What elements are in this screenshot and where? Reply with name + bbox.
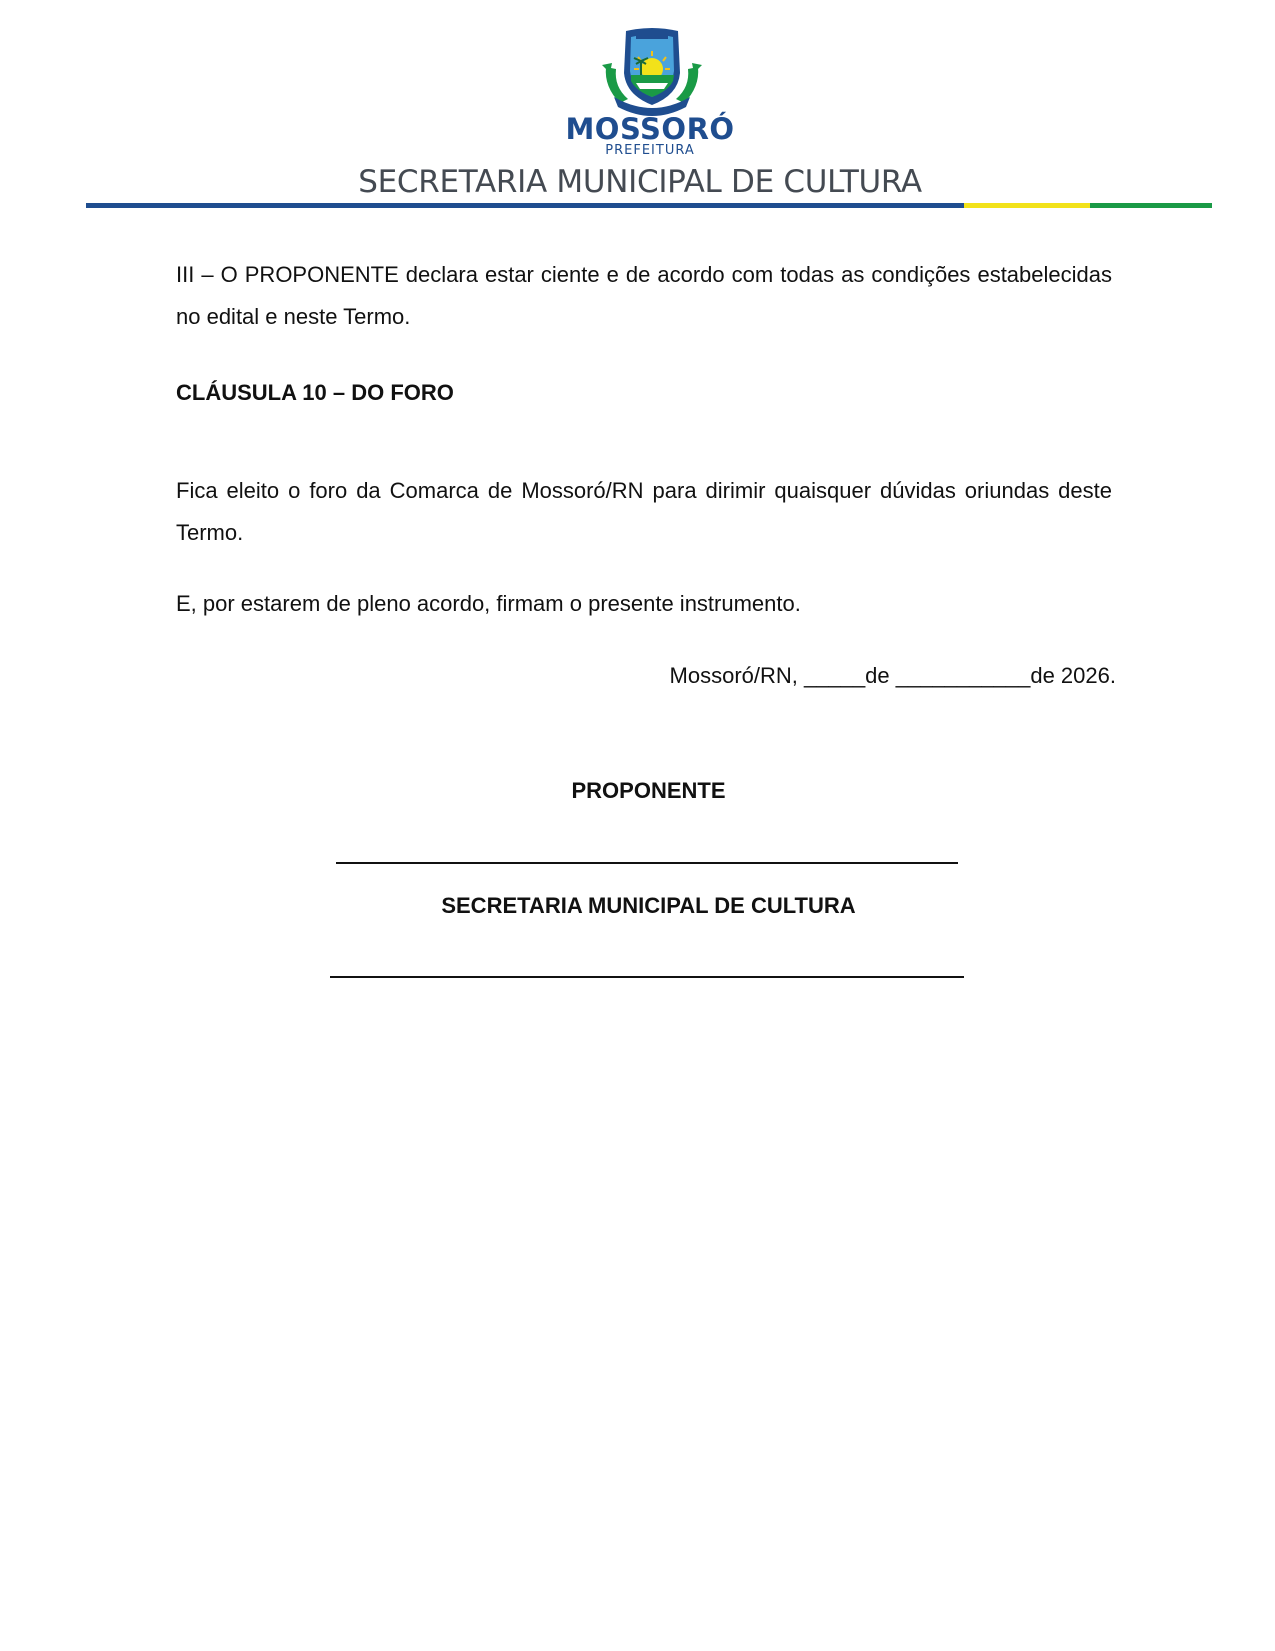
signature-line-secretariat	[330, 976, 964, 978]
clause-heading: CLÁUSULA 10 – DO FORO	[176, 380, 454, 405]
department-title: SECRETARIA MUNICIPAL DE CULTURA	[358, 164, 922, 200]
document-header	[0, 0, 1275, 215]
header-stripe-green	[1090, 203, 1212, 208]
paragraph-agreement: E, por estarem de pleno acordo, firmam o presente instrumento.	[176, 591, 801, 616]
paragraph-forum: Fica eleito o foro da Comarca de Mossoró/RN para dirimir quaisquer dúvidas oriundas deste Termo.	[176, 478, 1112, 545]
paragraph-declaration: III – O PROPONENTE declara estar ciente e de acordo com todas as condições estabelecidas no edital e neste Termo.	[176, 262, 1112, 329]
brand-subtitle: PREFEITURA	[605, 143, 695, 158]
date-line: Mossoró/RN, _____de ___________de 2026.	[669, 663, 1116, 688]
signature-line-proponent	[336, 862, 958, 864]
signature-label-proponent: PROPONENTE	[571, 778, 726, 803]
signature-label-secretariat: SECRETARIA MUNICIPAL DE CULTURA	[441, 893, 856, 918]
mossoro-coat-of-arms-icon	[598, 25, 706, 117]
header-stripe-yellow	[964, 203, 1090, 208]
brand-name: MOSSORÓ	[565, 112, 735, 146]
header-stripe-blue	[86, 203, 964, 208]
